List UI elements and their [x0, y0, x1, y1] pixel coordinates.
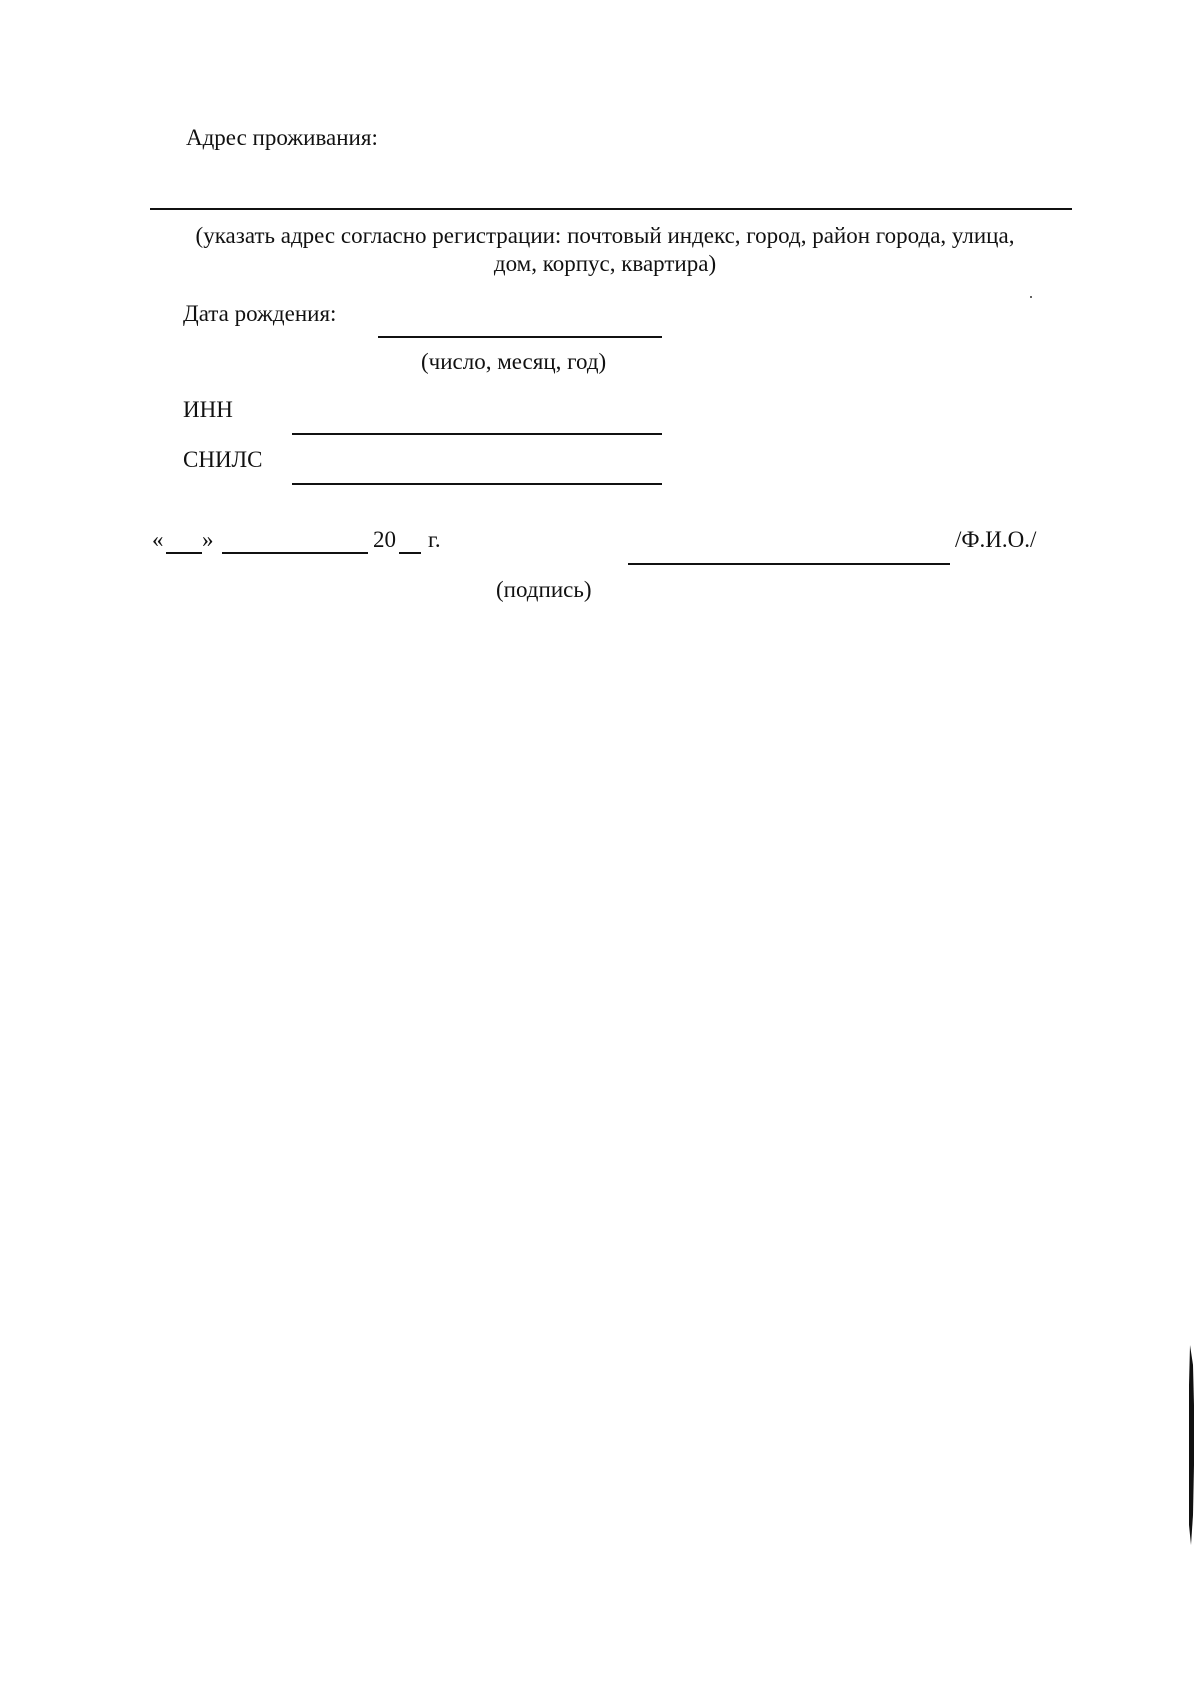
address-hint-line-2: дом, корпус, квартира) [493, 251, 717, 276]
birth-date-field-line[interactable] [378, 336, 662, 338]
address-field-line[interactable] [150, 208, 1072, 210]
year-prefix: 20 [373, 527, 396, 552]
month-field-line[interactable] [222, 552, 368, 554]
snils-field-line[interactable] [292, 483, 662, 485]
inn-field-line[interactable] [292, 433, 662, 435]
signature-field-line[interactable] [628, 563, 950, 565]
day-field-line[interactable] [166, 552, 202, 554]
birth-date-label: Дата рождения: [183, 301, 337, 326]
address-hint-line-1: (указать адрес согласно регистрации: почтовый индекс, город, район города, улица, [195, 223, 1015, 248]
scan-edge-mark [1188, 1345, 1195, 1545]
quote-open: « [152, 527, 164, 552]
inn-label: ИНН [183, 397, 233, 422]
address-hint [150, 222, 1060, 278]
fio-label: /Ф.И.О./ [955, 527, 1037, 552]
signature-hint: (подпись) [496, 577, 592, 602]
address-label: Адрес проживания: [186, 125, 378, 150]
year-field-line[interactable] [399, 552, 421, 554]
year-suffix: г. [428, 527, 441, 552]
quote-close: » [202, 527, 214, 552]
birth-date-hint: (число, месяц, год) [421, 349, 607, 374]
snils-label: СНИЛС [183, 447, 263, 472]
scan-speck [1030, 296, 1032, 298]
